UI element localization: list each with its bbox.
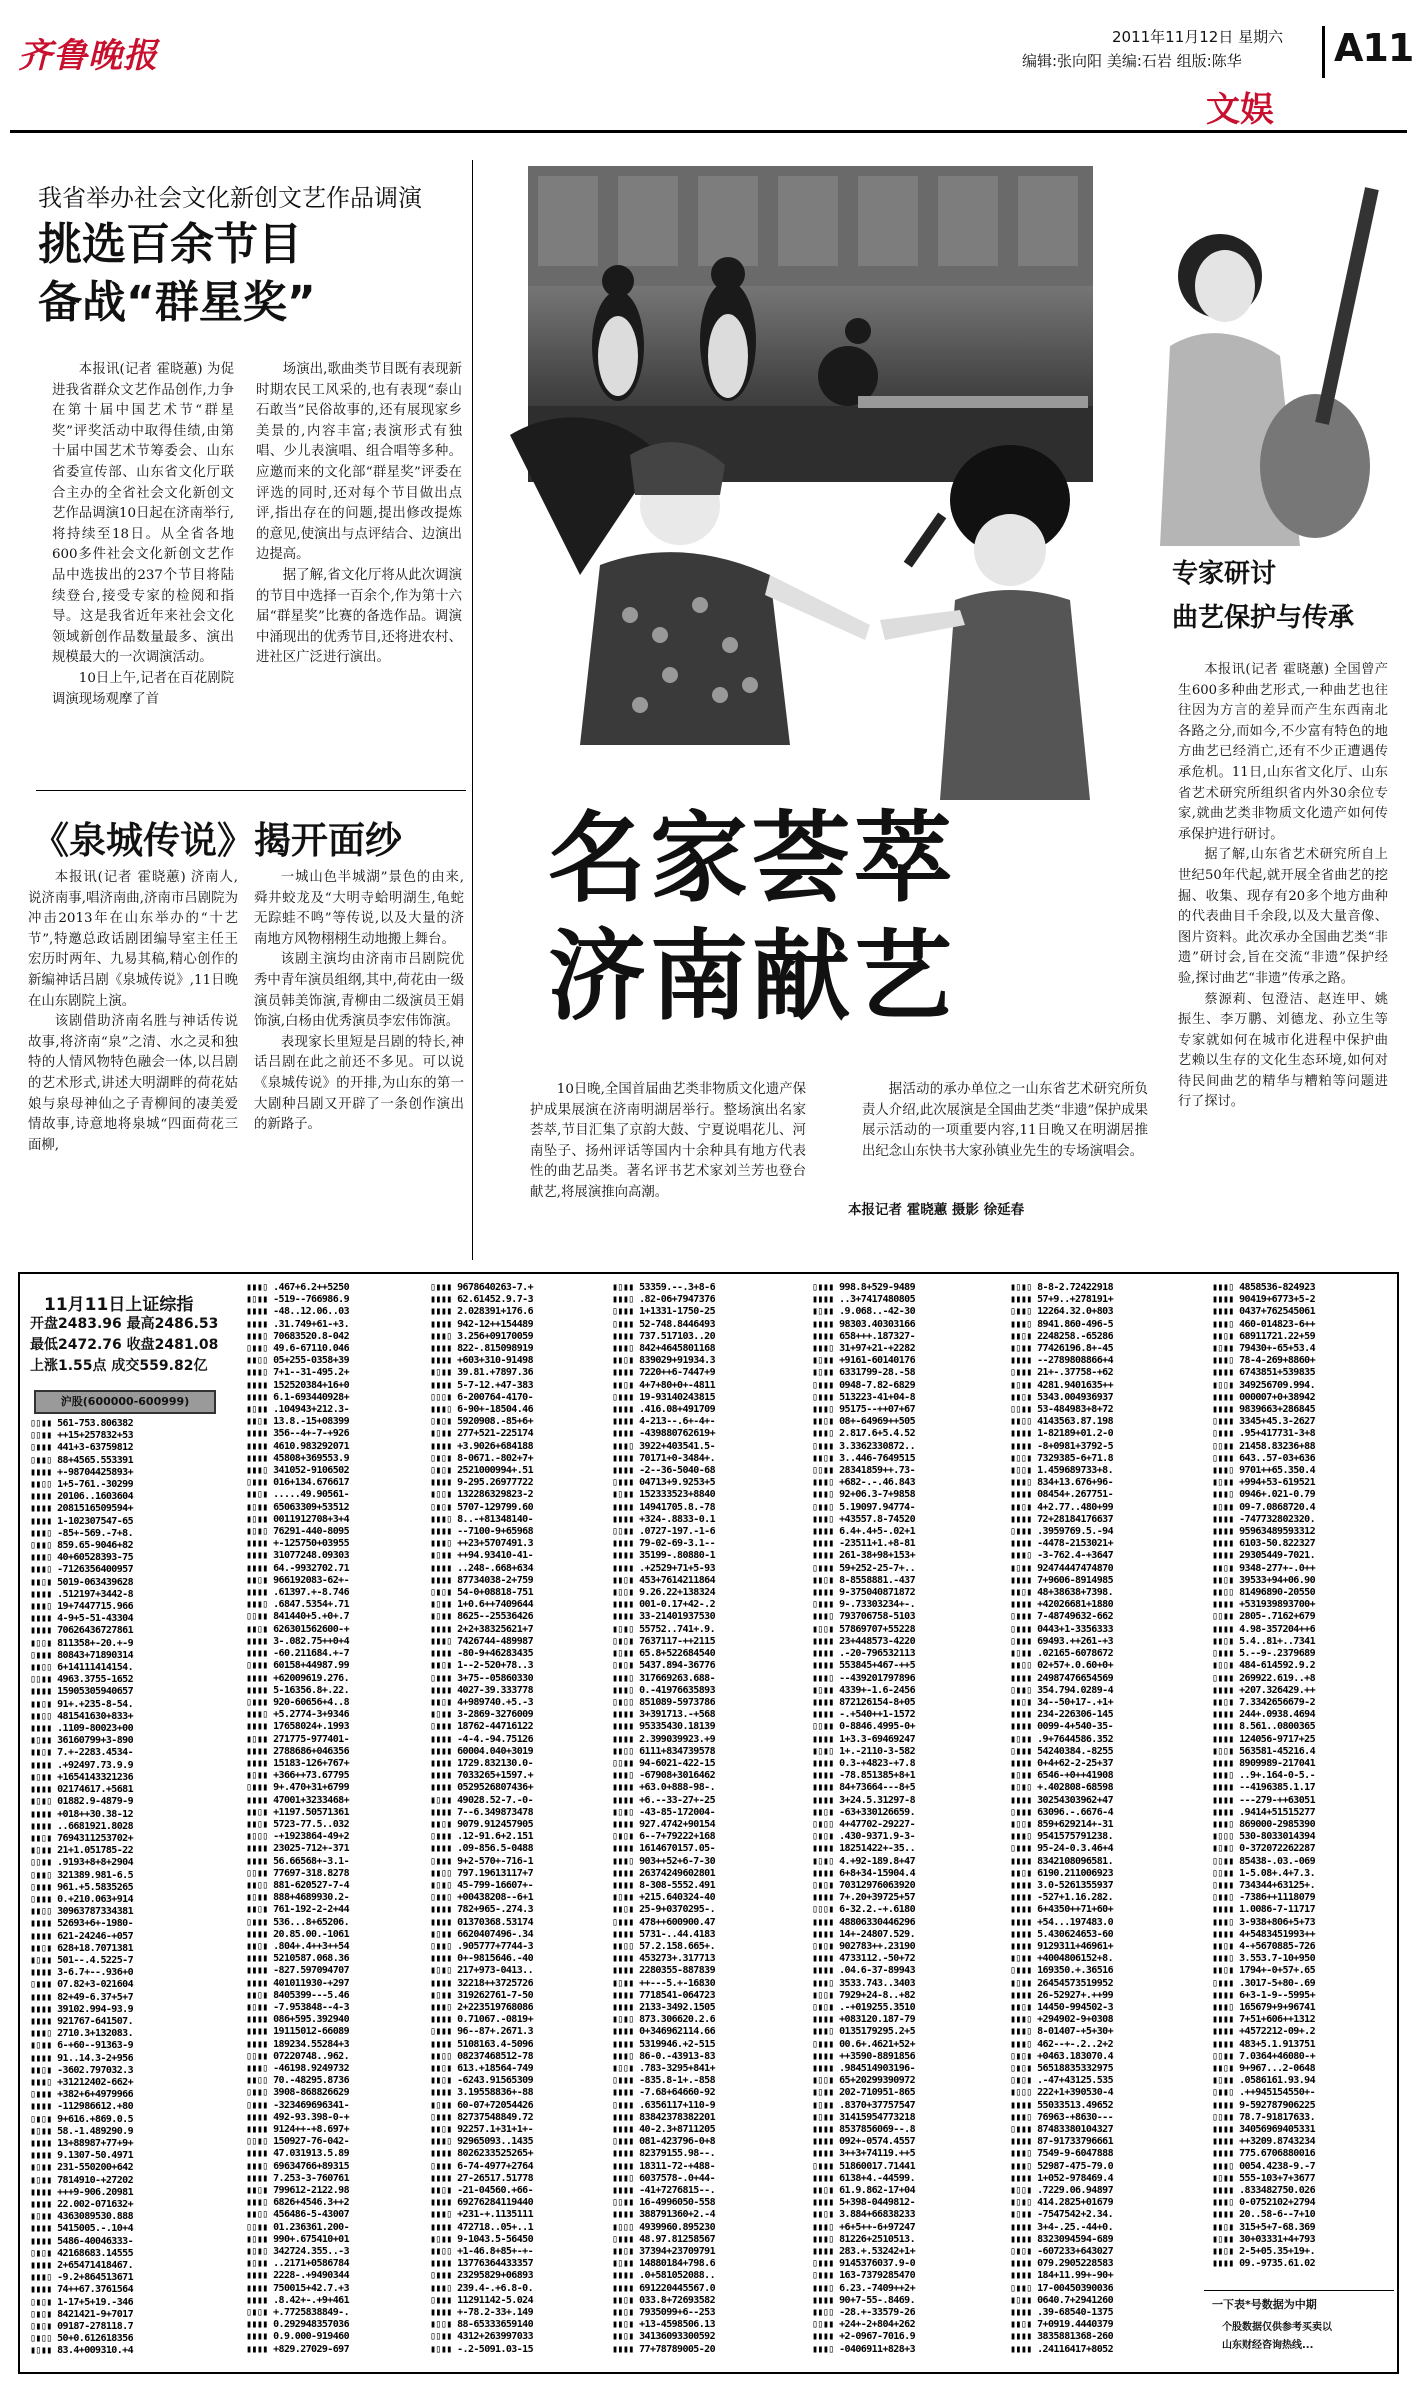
story3-paragraph: 蔡源莉、包澄洁、赵连甲、姚振生、李万鹏、刘德龙、孙立生等专家就如何在城市化进程中保护曲艺赖以生存的文化生态环境,如何对待民间曲艺的精华与糟粕等问题进行了探讨。	[1178, 991, 1388, 1110]
story1-headline-line2: 备战“群星奖”	[38, 277, 316, 328]
stock-footer-note-2: 个股数据仅供参考买卖以	[1222, 2322, 1332, 2333]
story3-headline	[1172, 552, 1354, 640]
story2-paragraph: 该剧借助济南名胜与神话传说故事,将济南“泉”之清、水之灵和独特的人情风物特色融会一体,以吕剧的艺术形式,讲述大明湖畔的荷花姑娘与泉母神仙之子青柳间的凄美爱情故事,诗意地将泉城“四面荷花三面柳,	[28, 1014, 238, 1153]
feature-paragraph: 10日晚,全国首届曲艺类非物质文化遗产保护成果展演在济南明湖居举行。整场演出名家荟萃,节目汇集了京韵大鼓、宁夏说唱花儿、河南坠子、扬州评话等国内十余种具有地方代表性的曲艺品类。著名评书艺术家刘兰芳也登台献艺,将展演推向高潮。	[530, 1082, 806, 1200]
story2-column2	[254, 868, 464, 1268]
date-line: 2011年11月12日 星期六	[1112, 28, 1284, 46]
story3-headline-line1: 专家研讨	[1172, 559, 1277, 589]
stock-index-title: 11月11日上证综指	[44, 1295, 194, 1315]
stock-listing-column-6: ▮▯▮▯ 8-8-2.72422918 ▮▮▮▮ 57+9..+278191+ ▯▮▮▯ 12264.32.0+803 ▮▮▮▯ 8941.860-496-5 ▮▮▯▮ 2248258.-65286 ▮▯▮▮ 77426196.8+-45 ▮▮▮▮ --2789808866+4 ▯▮▮▮ 21+-.37758-+62 ▮▯▮▮ 4281.9401635++ ▮▮▯▮ 5343.004936937 ▯▯▮▮ 53-484983+8+72 ▮▮▯▯ 4143563.87.198 ▮▮▮▮ 1-82189+01.2-0 ▮▮▮▮ -8+0981+3792-5 ▮▯▯▮ 7329385-6+71.8 ▮▯▯▮ 1.459689733+8. ▮▮▮▯ 834+13.676+96- ▮▮▮▮ 08454+.267751- ▮▮▯▮ 4+2.77..480+99 ▮▮▮▮ 72+28184176637 ▯▮▮▮ .3959769.5.-94 ▮▮▮▮ -4478-2153021+ ▮▮▮▯ -3-762.4-+3647 ▮▯▮▮ 92474447474870 ▮▮▮▮ 7+9606-8914985 ▮▮▯▮ 48+38638+7398. ▮▮▮▮ +42026681+1880 ▯▮▮▮ 7-48749632-662 ▯▮▮▮ 0443+1-3356333 ▯▮▮▮ 69493.++261-+3 ▮▯▮▮ .02165-6078672 ▮▮▯▯ 02+57+.0.60+0+ ▮▮▮▮ 24987476654569 ▯▮▮▯ 354.794.0289-4 ▮▮▯▮ 34--50+17-.+1+ ▮▮▮▮ 234-226306-145 ▮▮▮▮ 0099-4+540-35- ▮▯▮▮ .9+7644586.352 ▯▮▮▮ 54240384.-8255 ▮▮▮▮ 0+4+62-2-25+37 ▮▯▮▮ 6546-+0++41908 ▮▯▮▯ +.402808-68598 ▮▮▮▮ 30254303962+47 ▯▮▮▮ 63096.-.6676-4 ▮▯▯▮ 859+629214+-31 ▮▮▮▯ 9541575791238. ▯▮▮▮ 95-24-0.3.46+4 ▮▮▮▮ 8342108096581. ▮▮▯▮ 6190.211006923 ▮▮▮▮ 3.0-5261355937 ▮▮▮▮ -527+1.16.282. ▮▮▮▮ 6+4350++71+60+ ▮▮▮▮ +54...197483.0 ▮▮▮▮ 5.430624653-60 ▮▮▮▮ 9129311+46961+ ▮▯▮▮ +4004806152+8. ▯▮▮▮ 169350.+.36516 ▮▯▮▮ 26454573519952 ▮▮▮▮ 26-52927+.++99 ▮▮▯▮ 14450-994502-3 ▮▮▮▯ +294902-9+0308 ▮▮▮▯ 8-01407-+5+30+ ▮▮▮▯ 462--+-.2..2+2 ▯▮▯▮ +0463.183070.4 ▯▮▯▮ 56518835332975 ▯▮▯▮ .-47+43125.535 ▮▯▯▯ 222+1+390530-4 ▮▮▮▮ 55033513.49652 ▮▮▮▯ 76963-+8630--- ▯▮▮▮ 87483380104327 ▮▮▮▮ 87-91733796661 ▮▮▮▯ 7549-9-6047888 ▮▮▮▯ 52987-475-79.0 ▮▮▮▮ 1+052-978469.4 ▮▯▯▮ .7229.06.94897 ▮▯▮▯ 414.2825+01679 ▮▯▮▮ -7547542+2.34. ▮▮▮▮ 3+4-.25.-44+0. ▮▮▮▮ 8323094594-689 ▯▮▯▮ -607233+643027 ▮▮▮▮ 079.2905228583 ▮▮▮▮ 184+11.99+-90+ ▯▮▮▯ 17-00450390036 ▮▯▮▮ 0640.7+2941260 ▮▮▮▮ .39-68540-1375 ▮▮▯▮ 7+0919.4440379 ▮▮▮▮ 3835881368-260 ▮▮▮▮ .24116417+8052	[1010, 1282, 1113, 2355]
story1-paragraph: 10日上午,记者在百花剧院调演现场观摩了首	[52, 670, 234, 707]
stock-box-border-top	[18, 1272, 1399, 1274]
stock-footer-note-3: 山东财经咨询热线...	[1222, 2340, 1314, 2351]
story2-paragraph: 该剧主演均由济南市吕剧院优秀中青年演员组纲,其中,荷花由一级演员韩美饰演,青柳由二级演员王娟饰演,白杨由优秀演员李宏伟饰演。	[254, 952, 464, 1030]
editor-credits: 编辑:张向阳 美编:石岩 组版:陈华	[1022, 52, 1242, 70]
story2-column1	[28, 868, 238, 1268]
stock-footer-rule	[1204, 2290, 1394, 2291]
story1-headline	[38, 216, 316, 332]
feature-headline-line1: 名家荟萃	[548, 802, 957, 916]
stock-listing-column-2: ▮▮▮▯ .467+6.2++5250 ▮▯▮▮ -519--766986.9 ▮▮▮▮ -48..12.06..03 ▮▮▮▮ .31.749+61-+3. ▮▮▮▯ 70683520.8-042 ▯▮▮▯ 49.6-67110.046 ▮▮▯▯ 05+255-0358+39 ▮▮▮▯ 7+1--31-495.2+ ▮▮▮▮ 152520384+16+0 ▮▮▮▮ 6.1-693440928+ ▮▯▮▮ .104943+212.3- ▮▮▯▮ 13.8.-15+08399 ▮▮▮▮ 356--4+-7-+926 ▮▮▮▮ 4610.983292071 ▮▮▮▮ 45808+369553.9 ▮▮▮▯ 341052-9106502 ▯▮▮▮ 016+134.676617 ▮▮▯▮ .....49.90561- ▮▯▮▮ 65063309+53512 ▮▯▮▮ 0011912708+3+4 ▮▯▮▯ 76291-440-8095 ▮▮▮▮ +-125750+03955 ▮▮▮▮ 31077248.09303 ▮▮▮▮ 64.-9932702.71 ▮▮▯▮ 966192083-62+- ▮▮▮▮ .61397.+-8.746 ▮▮▮▯ .6847.5354+.71 ▯▯▮▮ 841440+5.+0+.7 ▮▮▯▮ 626301562600-+ ▮▮▮▮ 3-.082.75++0+4 ▮▮▮▮ -60.211684.+-7 ▯▮▮▮ 60158+44987.99 ▮▮▮▮ +62009619.276. ▮▮▮▮ 5-16356.8+.22. ▯▮▮▮ 920-60656+4..8 ▮▮▮▯ +5.2774-3+9346 ▮▮▮▮ 17658024+.1993 ▮▯▮▮ 271775-977401- ▮▮▮▮ 2788686+046356 ▮▮▮▮ 15183-126+767+ ▮▯▮▮ +366++73.67795 ▯▮▮▮ 9+.470+31+6799 ▮▮▮▮ 47001+3233468+ ▮▮▯▮ +1197.50571361 ▮▮▯▮ 5723-77.5..032 ▮▯▯▯ -+1923864-49+2 ▮▮▮▮ 23025-712+-371 ▮▮▮▮ 56.66568+-3.1- ▯▯▮▮ 77697-318.8278 ▮▮▯▯ 881-620527-7-4 ▮▯▮▮ 888+4689930.2- ▮▮▯▮ 761-192-2-2+44 ▯▮▮▮ 536...8+65206. ▮▮▮▮ 20.85.00.-1061 ▮▮▯▮ .804+.4++3++54 ▮▮▮▮ 5210587.068.36 ▮▮▮▮ -827.597094707 ▮▮▮▮ 401011930-+297 ▮▮▯▮ 8405399---5.46 ▮▯▮▮ -7.953848--4-3 ▮▮▮▮ 086+595.392940 ▮▮▮▮ 19115012-66089 ▮▮▮▮ 189234.55284+3 ▯▯▮▮ 07220748..962. ▮▮▮▯ -46198.9249732 ▮▮▯▯ 70.-48295.8736 ▯▮▮▯ 3908-868826629 ▯▮▮▮ -323469696341- ▮▮▮▮ 492-93.398-0-+ ▮▮▮▮ 9124++-+8.697+ ▯▯▮▯ 150927-76-042- ▮▮▮▮ 47.031913.5.89 ▮▮▮▯ 69634766+89315 ▮▮▮▮ 7.253-3-760761 ▮▮▯▮ 799612-2122.98 ▮▮▮▯ 6826+4546.3++2 ▮▮▯▯ 456486-5-43007 ▯▯▮▮ 01.236361.200- ▮▯▮▮ 990+.675410+01 ▮▯▮▯ 342724.355..-3 ▮▯▮▮ ..2171+0586784 ▮▮▮▮ 2228-.+9490344 ▮▮▮▮ 750015+42.7.+3 ▮▮▮▮ .8.42+-.+9+461 ▯▮▯▮ +.7725838849-. ▮▮▮▮ 0.292948357036 ▮▮▮▮ 0.9.000-919460 ▮▮▮▮ +829.27029-697	[246, 1282, 349, 2355]
story2-headline: 《泉城传说》揭开面纱	[32, 819, 402, 862]
masthead-rule	[10, 130, 1407, 133]
stock-section-label: 沪股(600000-600999)	[34, 1390, 216, 1414]
section-label: 文娱	[1206, 90, 1274, 130]
stock-listing-column-7: ▮▮▮▯ 4858536-824923 ▮▮▮▮ 90419+6773+5-2 ▮▮▮▮ 0437+762545061 ▮▮▮▯ 460-014823-6++ ▮▮▯▮ 68911721.22+59 ▮▯▮▮ 79430+-65+53.4 ▮▮▮▯ 78-4-269+8860+ ▮▮▮▮ 6743851+539835 ▮▯▯▮ 349256709.994. ▮▮▮▮ 000007+0+38942 ▮▮▮▮ 9839663+286845 ▯▮▮▮ 3345+45.3-2627 ▯▮▮▮ .95+417731-3+8 ▯▯▮▮ 21458.83236+88 ▯▮▮▮ 643..57-03+636 ▮▮▮▯ 9701++65.350.4 ▮▯▮▮ +994+53-619521 ▮▮▮▯ 0946+.021-0.79 ▮▯▮▮ 09-7.0868720.4 ▮▮▮▮ -747732802320. ▮▮▮▮ 95963489593312 ▮▮▮▮ 6103-50.822327 ▮▮▮▮ 29305449-7021. ▮▮▯▮ 9348-277+-.0++ ▮▮▯▮ 39533+94+06.90 ▮▮▯▯ 81496890-20550 ▮▮▮▮ +531939893700+ ▯▯▮▮ 2805-.7162+679 ▮▮▮▮ 4.98-357204++6 ▮▮▯▮ 5.4..81+..7341 ▯▮▮▮ 5.--9-.2379689 ▮▯▯▮ 484-614592.9.2 ▯▮▮▮ 269922.619..+8 ▮▮▮▮ +207.326429.++ ▮▮▯▮ 7.3342656679-2 ▮▮▮▮ 244+.0938.4694 ▮▮▮▮ 8.561..0800365 ▮▮▮▮ 124056-9717+25 ▮▯▯▮ 563581-45216.4 ▮▮▮▮ 8909989-217041 ▮▮▮▯ ..9+.164-0-5.- ▮▮▮▮ --4196385.1.17 ▮▮▮▮ ---279-++63051 ▮▮▮▮ .9414+51515277 ▮▮▮▯ 869000-2985390 ▮▯▯▯ 530-8033014394 ▮▯▮▯ 0-372072262287 ▯▯▮▮ 85438-.03.-069 ▯▯▮▮ 1-5.08+.4+7.3. ▯▮▮▮ 734344+63125+. ▯▮▮▯ -7386++1118079 ▮▮▮▮ 1.0086-7-11717 ▮▮▮▯ 3-938+806+5+73 ▮▮▮▮ 4+5483451993++ ▮▮▯▮ 4-+5670885-726 ▮▮▮▯ 3.553.7-10+950 ▮▮▯▮ 1794+-0+57+.65 ▯▮▮▮ .3017-5+80-.69 ▮▮▮▮ 6+3-1-9--5995+ ▮▮▮▯ 165679+9+96741 ▮▮▮▮ 7+51+606++1312 ▮▮▮▮ +4572212-09+.2 ▮▮▮▮ 483+5.1.913751 ▯▯▮▮ 7.0364+46080-+ ▮▮▯▮ 9+967...2-0648 ▮▯▮▮ .0586161.93.94 ▯▮▮▯ .++945154550+- ▮▮▮▮ 9-592787906225 ▯▯▮▮ 78.7-91817633. ▮▮▮▮ 34056969405331 ▮▮▮▮ ++3209.8743234 ▮▮▮▮ 775.6706880016 ▮▮▮▯ 0054.4238-9.-7 ▮▯▮▮ 555-103+7+3677 ▮▮▮▮ .833482750.026 ▮▮▮▯ 0-0752102+2794 ▮▮▮▮ 20..58-6--7+10 ▮▮▯▮ 315+5+7-68.369 ▮▯▮▮ 30+03331+4+793 ▮▮▯▮ 2-5+05.35+19+. ▮▮▮▮ 09.-9735.61.02	[1212, 1282, 1315, 2270]
story1-paragraph: 场演出,歌曲类节目既有表现新时期农民工风采的,也有表现“泰山石敢当”民俗故事的,还有展现家乡美景的,内容丰富;表演形式有独唱、少儿表演唱、组合唱等多种。应邀而来的文化部“群星奖”评委在评选的同时,还对每个节目做出点评,指出存在的问题,提出修改提炼的意见,使演出与点评结合、边演出边提高。	[256, 362, 462, 563]
masthead-divider	[1322, 26, 1325, 78]
page-number: A11	[1334, 26, 1414, 70]
story3-paragraph: 本报讯(记者 霍晓蕙) 全国曾产生600多种曲艺形式,一种曲艺也往往因为方言的差异而产生东西南北各路之分,而如今,不少富有特色的地方曲艺已经消亡,还有不少正遭遇传承危机。11日,山东省文化厅、山东省艺术研究所组织省内外30余位专家,就曲艺类非物质文化遗产如何传承保护进行研讨。	[1178, 662, 1388, 842]
stock-index-line3: 上涨1.55点 成交559.82亿	[30, 1358, 208, 1374]
story1-kicker: 我省举办社会文化新创文艺作品调演	[38, 184, 422, 212]
story1-column2	[256, 360, 462, 770]
feature-photo-credit: 本报记者 霍晓蕙 摄影 徐延春	[848, 1202, 1025, 1218]
stock-footer-note-1: 一下表*号数据为中期	[1212, 2298, 1317, 2311]
story2-paragraph: 本报讯(记者 霍晓蕙) 济南人,说济南事,唱济南曲,济南市吕剧院为冲击2013年在山东举办的“十艺节”,特邀总政话剧团编导室主任王宏历时两年、九易其稿,精心创作的新编神话吕剧《泉城传说》,11日晚在山东剧院上演。	[28, 870, 238, 1009]
story1-headline-line1: 挑选百余节目	[38, 219, 302, 270]
story1-column1	[52, 360, 234, 770]
feature-headline	[548, 800, 956, 1036]
stock-listing-column-4: ▮▯▮▮ 53359.--.3+8-6 ▮▮▮▯ .82-06+7947376 ▯▮▮▮ 1+1331-1750-25 ▯▮▮▮ 52-748.8446493 ▮▮▮▮ 737.517103..20 ▮▮▮▯ 842+4645801168 ▮▮▯▮ 839029+91934.3 ▮▮▮▮ 7220++6-7447+9 ▮▮▯▮ 4+7+80+0+-4811 ▯▮▮▮ 19-93140243815 ▮▮▮▮ .416.08+491709 ▮▮▮▮ 4-213--.6+-4+- ▮▮▮▮ -439880762619+ ▮▮▮▯ 3922+403541.5- ▮▮▮▮ 70171+0-3484+. ▮▮▮▮ -2--36-5040-68 ▯▮▮▮ 04713+9.9253+5 ▮▯▮▮ 152333523+8840 ▮▮▮▮ 14941705.8.-78 ▮▮▮▮ +324-.8833-0.1 ▯▯▮▮ .0727-197.-1-6 ▮▮▮▮ 79-02-69-3.1-- ▮▮▮▮ 35199-.80880-1 ▮▮▮▮ .+2529+71+5-93 ▮▮▯▮ 453+7614211864 ▮▯▯▮ 9.26.22+138324 ▮▮▮▮ 001-0.17+42-.2 ▮▮▮▮ 33-21401937530 ▮▯▮▯ 55752..741+.9. ▯▮▯▮ 7637117-++2115 ▮▯▮▮ 65.8+522684540 ▯▮▯▮ 5437.894-36776 ▮▮▮▯ 317669263.688- ▮▮▮▯ 0.-41976635893 ▯▮▯▯ 851089-5973786 ▮▮▮▮ 3+391713.-+568 ▮▮▮▮ 95335430.18139 ▮▮▮▮ 2.399039923.+9 ▮▮▯▯ 6111+834739578 ▯▯▮▮ 94-6021-422-15 ▮▮▮▯ -67908+3016462 ▮▮▮▮ +63.0+888-98-. ▮▮▮▮ +6.--33-27+-25 ▮▯▮▯ -43-85-172004- ▮▮▮▮ 927.4742+90154 ▯▮▯▮ 6--7+79222+168 ▮▮▮▮ 1614670157.05- ▮▮▮▯ 903++52+6-7-30 ▮▮▮▮ 26374249602801 ▮▮▮▮ 8-308-5552.491 ▮▯▮▮ +215.640324-40 ▮▮▯▮ 25-9+0370295-. ▯▮▮▮ 478++600900.47 ▮▮▮▮ 5731-..44.4183 ▮▮▯▯ 57.2.158.665+. ▮▮▮▮ 453273+.317713 ▮▮▮▮ 2280355-887839 ▮▯▮▮ ++---5.+-16830 ▮▮▮▮ 7718541-064723 ▮▮▮▮ 2133-3492.1505 ▮▯▮▯ 873.306620.2.6 ▮▮▮▮ 0+346962114.66 ▮▮▮▮ 5319946.+2-515 ▮▮▮▯ 86-0.-43913-83 ▮▯▯▮ .783-3295+841+ ▯▮▮▮ -835.8-1+.-858 ▮▮▮▮ -7.68+64660-92 ▯▮▮▮ .6356117+110-9 ▮▮▮▮ 83842378382201 ▮▮▮▮ 40-2.3+8711205 ▯▮▮▮ 081-423796-0+8 ▮▮▮▮ 82379155.98--. ▮▮▮▮ 18311-72-+488- ▮▮▮▯ 6037578-.0+44- ▮▮▮▮ -41+7276815--. ▯▯▮▮ 16-4996050-558 ▮▮▮▮ 388791360+2.-4 ▮▯▯▯ 4939960.895230 ▯▮▮▮ 48.97.81258567 ▮▮▯▮ 37394+23709791 ▮▯▮▮ 14880184+798.6 ▮▮▮▮ .0+581052088.. ▮▮▮▮ 691220445567.0 ▮▮▯▮ 033.8+72693582 ▮▮▯▮ 7935099+6--253 ▮▮▯▮ +13-4598506.13 ▮▮▯▮ 34136093300592 ▮▮▮▮ 77+78789005-20	[612, 1282, 715, 2355]
story2-paragraph: 表现家长里短是吕剧的特长,神话吕剧在此之前还不多见。可以说《泉城传说》的开排,为山东的第一大剧种吕剧又开辟了一条创作演出的新路子。	[254, 1034, 464, 1133]
stock-box-border-right	[1397, 1272, 1399, 2374]
story3-paragraph: 据了解,山东省艺术研究所自上世纪50年代起,就开展全省曲艺的挖掘、收集、现存有20多个地方曲种的代表曲目千余段,以及大量音像、图片资料。此次承办全国曲艺类“非遗”研讨会,旨在交流“非遗”保护经验,探讨曲艺“非遗”传承之路。	[1178, 847, 1388, 986]
story2-paragraph: 一城山色半城湖”景色的由来,舜井蛟龙及“大明寺蛤明湖生,龟蛇无踪蛙不鸣”等传说,以及大量的济南地方风物栩栩生动地搬上舞台。	[254, 870, 464, 947]
story1-paragraph: 据了解,省文化厅将从此次调演的节目中选择一百余个,作为第十六届“群星奖”比赛的备选作品。调演中涌现出的优秀节目,还将进农村、进社区广泛进行演出。	[256, 567, 462, 666]
stock-listing-column-3: ▯▮▮▮ 9678640263-7.+ ▮▮▮▮ 62.61452.9.7-3 ▮▮▮▮ 2.028391+176.6 ▮▮▮▮ 942-12++154489 ▮▮▮▯ 3.256+09170059 ▮▮▮▮ 822-.815098919 ▮▮▮▮ +603+310-91498 ▮▯▮▮ 39.81.+7897.36 ▮▮▮▮ 5-7-12.+47-383 ▯▯▯▮ 6-200764-4170- ▮▮▮▯ 6-90+-18504.46 ▯▮▯▮ 5920908.-85+6+ ▮▯▮▮ 277+521-225174 ▮▮▮▮ +3.9026+684188 ▯▮▯▮ 8-0671.-802+7+ ▯▮▯▮ 2521000994+.51 ▮▮▮▮ 9-295.26977722 ▮▯▯▮ 132286329823-2 ▯▮▯▮ 5707-129799.60 ▮▮▮▯ 8..-+81348140- ▮▮▮▮ --7100-9+65968 ▮▮▮▯ ++23+5707491.3 ▮▯▮▮ ++94.93410-41- ▮▮▮▮ ..248-.668+634 ▮▮▮▮ 87734038-2+759 ▯▮▯▮ 54-0+08818-751 ▮▯▮▮ 1+0.6++7409644 ▮▯▮▮ 8625--25536426 ▮▮▮▮ 2+2+38325621+7 ▮▮▮▯ 7426744-489987 ▮▮▮▮ -80-9+46283435 ▮▮▯▮ 1--2-520+78..3 ▯▮▮▮ 3+75--05860330 ▮▮▮▮ 4027-39.333778 ▮▮▯▮ 4+989740.+5.-3 ▮▯▮▮ 3-2869-3276009 ▯▮▮▮ 18762-44716122 ▮▮▮▮ -4-4.-94.75126 ▮▮▮▮ 60004.040+3019 ▮▮▮▮ 1729.832130.0- ▮▮▮▮ 7033265+1597.+ ▮▮▮▮ 0529526807436+ ▮▯▮▮ 49028.52-7.-0- ▮▮▮▮ 7--6.349873478 ▮▮▯▮ 9079.912457905 ▯▮▮▮ .12-91.6+2.151 ▮▮▮▮ .09-856.5-0488 ▯▮▮▮ 9+2-570+-716-1 ▮▮▯▯ 797.19613117+7 ▮▯▮▯ 45-799-16607+- ▯▮▮▯ +00438208--6+1 ▮▮▮▮ 782+965-.274.3 ▮▮▮▮ 01370368.53174 ▮▯▮▮ 6620407496-.34 ▯▮▮▯ .905777+7744-3 ▮▮▮▮ 0+-9815646.-40 ▮▯▮▯ 217+973-0413.. ▮▮▮▮ 32218++3725726 ▮▯▮▮ 319262761-7-50 ▮▮▮▯ 2+223519768086 ▮▮▮▮ 0.71067.-0819+ ▯▮▮▮ 96--87+.2671.3 ▮▮▮▮ 5108163.4-5096 ▮▮▯▯ 08237468512-78 ▮▮▯▮ 613.+18564-749 ▮▮▯▮ -6243.91565309 ▮▮▮▮ 3.19558836+-88 ▮▯▮▮ 60-07+72054426 ▯▮▮▮ 82737548849.72 ▮▮▯▮ 92257.1+31+1+- ▮▮▮▯ 92965093..1435 ▮▮▮▮ 8026233525265+ ▯▮▮▮ 6-74-4977+2764 ▮▮▮▮ 27-26517.51778 ▮▮▯▮ -21-04560.+66- ▮▮▮▮ 69276284119440 ▮▮▮▯ +231-+.1135111 ▮▮▮▮ 472718..05+..1 ▮▯▮▮ 9-1043.5-56450 ▮▮▯▯ +1-46.8+85+-+- ▮▮▮▮ 13776364433357 ▯▮▮▮ 23295829+06893 ▮▮▮▯ 239.4-.+6.8-0. ▯▮▮▮ 11291142-5.024 ▮▮▮▮ +-78.2-33+.149 ▮▯▯▮ 88-65333659140 ▯▯▮▮ 4312+263997033 ▮▯▮▮ -.2-5091.03-15	[430, 1282, 533, 2355]
singer-performer-photo	[860, 440, 1160, 800]
story1-paragraph: 本报讯(记者 霍晓蕙) 为促进我省群众文艺作品创作,力争在第十届中国艺术节“群星奖”评奖活动中取得佳绩,由第十届中国艺术节筹委会、山东省委宣传部、山东省文化厅联合主办的全省社会文化新创文艺作品调演10日起在济南举行,将持续至18日。从全省各地600多件社会文化新创文艺作品中选拔出的237个节目将陆续登台,接受专家的检阅和指导。这是我省近年来社会文化领域新创作品数量最多、演出规模最大的一次调演活动。	[52, 362, 234, 666]
stock-listing-column-1: ▯▯▮▮ 561-753.806382 ▯▯▮▮ ++15+257832+53 ▯▮▮▮ 441+3-63759812 ▯▮▮▯ 88+4565.553391 ▮▮▮▮ +-98704425893+ ▮▮▯▯ 1+5-761.-30299 ▮▮▮▮ 20106..1603604 ▮▮▮▮ 2081516509594+ ▮▮▮▮ 1-102307547-65 ▮▮▮▯ -85+-569.-7+8. ▯▮▮▯ 859.65-9046+82 ▮▮▮▯ 40+60528393-75 ▮▮▮▯ -7126356400957 ▮▮▯▮ 5019-063439628 ▮▮▮▮ .512197+3442-8 ▮▮▮▯ 19+7447715.966 ▮▮▮▮ 4-9+5-51-43304 ▮▮▮▮ 70626436727861 ▮▯▯▮ 811358+-20.+-9 ▯▮▮▮ 80843+71890314 ▮▮▯▯ 6+14111414154. ▯▯▮▮ 4963.3755-1652 ▮▮▮▮ 15905305940657 ▮▮▯▮ 91+.+235-8-54. ▮▮▯▯ 481541630+833+ ▮▮▮▮ .1109-80023+00 ▮▯▮▮ 36160799+3-890 ▮▮▯▮ 7.+-2283.4534- ▮▮▮▮ .+92497.73.9.9 ▮▯▮▮ +1654143321236 ▮▮▮▮ 02174617.+5681 ▮▯▮▯ 01882.9-4879-9 ▮▮▮▮ +018++30.38-12 ▮▮▮▮ ..6681921.8028 ▮▮▯▮ 7694311253702+ ▮▯▮▮ 21+1.051785-22 ▯▯▮▮ .9193+8+8+2904 ▯▮▮▯ 321389.981-6.5 ▯▮▮▮ 961.+5.5835265 ▯▮▮▮ 0.+210.063+914 ▮▮▯▯ 30963787334381 ▮▮▮▮ 52693+6+-1980- ▮▮▮▮ 621-24246-+057 ▮▮▯▮ 628+18.7071381 ▮▯▮▮ 501--.4.5225-7 ▮▮▮▮ 3-6.7+--.936+0 ▯▮▮▮ 07.82+3-021604 ▮▮▮▮ 82+49-6.37+5+7 ▮▮▮▮ 39102.994-93.9 ▮▮▮▮ 921767-641507. ▮▮▮▯ 2710.3+132083. ▮▯▮▮ 6-+60--91363-9 ▮▮▮▮ 91..14.3-2+956 ▮▮▯▮ -3602.797032.3 ▮▮▮▯ +31212402-662+ ▯▮▮▮ +382+6+4979966 ▮▮▮▮ -112986612.+80 ▯▮▯▮ 9+616.+869.0.5 ▮▯▮▮ 58.-1.489290.9 ▮▮▮▮ 13+88987+77+9+ ▮▮▮▮ 9.1307-50.4971 ▮▯▮▮ 231-550200+642 ▮▯▮▮ 7814910-+27202 ▮▮▮▮ +++9-906.20981 ▮▮▮▮ 22.002-071632+ ▮▯▮▮ 4363089530.888 ▮▮▮▮ 5415005.-.10+4 ▮▮▮▮ 5486-40046333- ▯▮▯▮ 42168683.14555 ▮▮▮▮ 2+65471418467. ▮▮▮▯ -9.2+864513671 ▮▮▮▮ 74++67.3761564 ▯▮▯▮ 1-17+5+19.-346 ▯▮▯▮ 8421421-9+7017 ▯▮▯▮ 09187-278118.7 ▯▮▯▯ 50+0.612618356 ▮▯▮▮ 83.4+009310.+4	[30, 1418, 133, 2357]
feature-column1	[530, 1080, 806, 1250]
stock-index-line1: 开盘2483.96 最高2486.53	[30, 1316, 219, 1332]
stock-box-border-left	[18, 1272, 20, 2374]
feature-paragraph: 据活动的承办单位之一山东省艺术研究所负责人介绍,此次展演是全国曲艺类“非遗”保护成果展示活动的一项重要内容,11日晚又在明湖居推出纪念山东快书大家孙镇业先生的专场演唱会。	[862, 1082, 1148, 1159]
stock-box-border-bottom	[18, 2372, 1399, 2374]
story3-body	[1178, 660, 1388, 1260]
fan-performer-illustration	[470, 395, 890, 745]
story1-divider	[36, 790, 466, 791]
masthead-logo: 齐鲁晚报	[18, 36, 158, 76]
story3-headline-line2: 曲艺保护与传承	[1172, 603, 1355, 633]
singer-performer-illustration	[860, 440, 1160, 800]
stock-index-line2: 最低2472.76 收盘2481.08	[30, 1337, 219, 1353]
feature-headline-line2: 济南献艺	[548, 920, 957, 1034]
stock-listing-column-5: ▯▮▮▮ 998.8+529-9489 ▮▮▮▮ ..3+7417480805 ▮▯▮▮ .9.068..-42-30 ▮▮▮▮ 98303.40303166 ▮▮▮▮ 658+++.187327- ▮▮▮▯ 31+97+21-+2282 ▮▯▮▮ +9161-60140176 ▮▯▮▮ 6331799-28.-58 ▯▮▮▮ 0948-7.82-6829 ▯▮▮▮ 513223-41+04-8 ▮▮▮▯ 95175--++07+67 ▮▮▯▮ 08+-64969++505 ▮▮▮▯ 2.817.6+5.4.52 ▯▮▮▮ 3.3362330872.. ▮▮▯▮ 3..446-7649515 ▯▯▮▮ 28341859++.73- ▮▮▮▯ +682-.-.46.843 ▮▮▮▯ 92+06.3-7+9858 ▯▮▮▯ 5.19097.94774- ▮▮▮▯ +43557.8-74520 ▮▮▮▮ 6.4+.4+5-.02+1 ▮▮▮▮ -23511+1.+8-81 ▮▮▮▮ 261-38+98+153+ ▯▮▮▮ 59+252-25-7+.. ▮▮▯▮ 8-8558881.-437 ▮▮▮▮ 9-375040871872 ▯▮▮▮ 9-.73303234+-. ▮▮▮▯ 793706758-5103 ▮▯▯▮ 57869707+55228 ▮▮▮▮ 23+448573-4220 ▮▮▮▮ .-20-796532113 ▮▮▮▮ 553845+467-++5 ▮▮▮▯ --439201797896 ▮▯▮▮ 4339+-1.6-2456 ▮▮▮▮ 872126154-8+05 ▮▮▮▮ -.+540++1-1572 ▯▯▮▮ 0-8846.4995-0+ ▮▮▮▮ 1+3.3-69469247 ▮▯▮▯ 1+.-2110-3-582 ▮▮▮▮ 0.3-+4823-+7.8 ▮▮▮▮ -78.851385+8+1 ▮▮▮▮ 84+73664---8+5 ▮▮▮▮ 3+24.5.31297-8 ▮▮▯▮ -63+330126659. ▯▮▯▯ 4+47702-29227- ▯▮▯▮ .430-9371.9-3- ▮▮▮▮ 18251422+-35.. ▮▯▮▯ 4.+92-189.8+47 ▮▮▮▮ 6+8+34-15904.4 ▯▮▯▮ 70312976063920 ▮▮▮▮ 7+.20+39725+57 ▯▯▯▮ 6-32.2.-+.6180 ▮▮▮▮ 48806330446296 ▮▮▮▮ 14+-24807.529. ▯▮▯▮ 902783++.23190 ▮▮▮▮ 4733112.-50+72 ▮▮▮▮ .04.6-37-89943 ▮▮▮▯ 3533.743..3403 ▮▯▯▮ 7929+24-8..+82 ▯▮▯▮ .-+019255.3510 ▮▮▮▮ +083120.187-79 ▮▮▮▯ 0135179295.2+5 ▯▮▮▮ 00.6+.4621+52+ ▮▮▮▮ ++3590-8891856 ▮▮▮▮ .984514903196- ▮▯▯▮ 65+20299390972 ▮▯▮▮ 202-710951-865 ▮▯▮▮ .8370+37757547 ▮▯▮▮ 31415954773218 ▮▮▮▮ 8537856069--.8 ▮▮▮▮ 092+-0574.4557 ▮▮▮▮ 3++3+74119.++5 ▯▮▮▮ 51860017.71441 ▮▮▮▮ 6138+4.-44599. ▮▮▯▮ 61.9.862-17+04 ▮▮▮▮ 5+398-0449812- ▮▮▯▮ 3.884+66838233 ▮▮▮▯ +6+5++-6+97247 ▮▮▮▯ 81226+2510513. ▮▮▮▮ 283.+.53242+1+ ▯▮▮▮ 9145376037.9-0 ▯▮▮▮ 163-7379285470 ▮▮▮▯ 6.23.-7409++2+ ▮▮▮▮ 90+7-55-.8469. ▮▮▯▯ -28.+-33579-26 ▯▯▮▮ +24+-2+804+262 ▮▮▮▮ +2-0967-7016.9 ▮▮▮▯ -0406911+828+3	[812, 1282, 915, 2355]
fan-performer-photo	[470, 395, 890, 745]
feature-column2	[862, 1080, 1148, 1200]
